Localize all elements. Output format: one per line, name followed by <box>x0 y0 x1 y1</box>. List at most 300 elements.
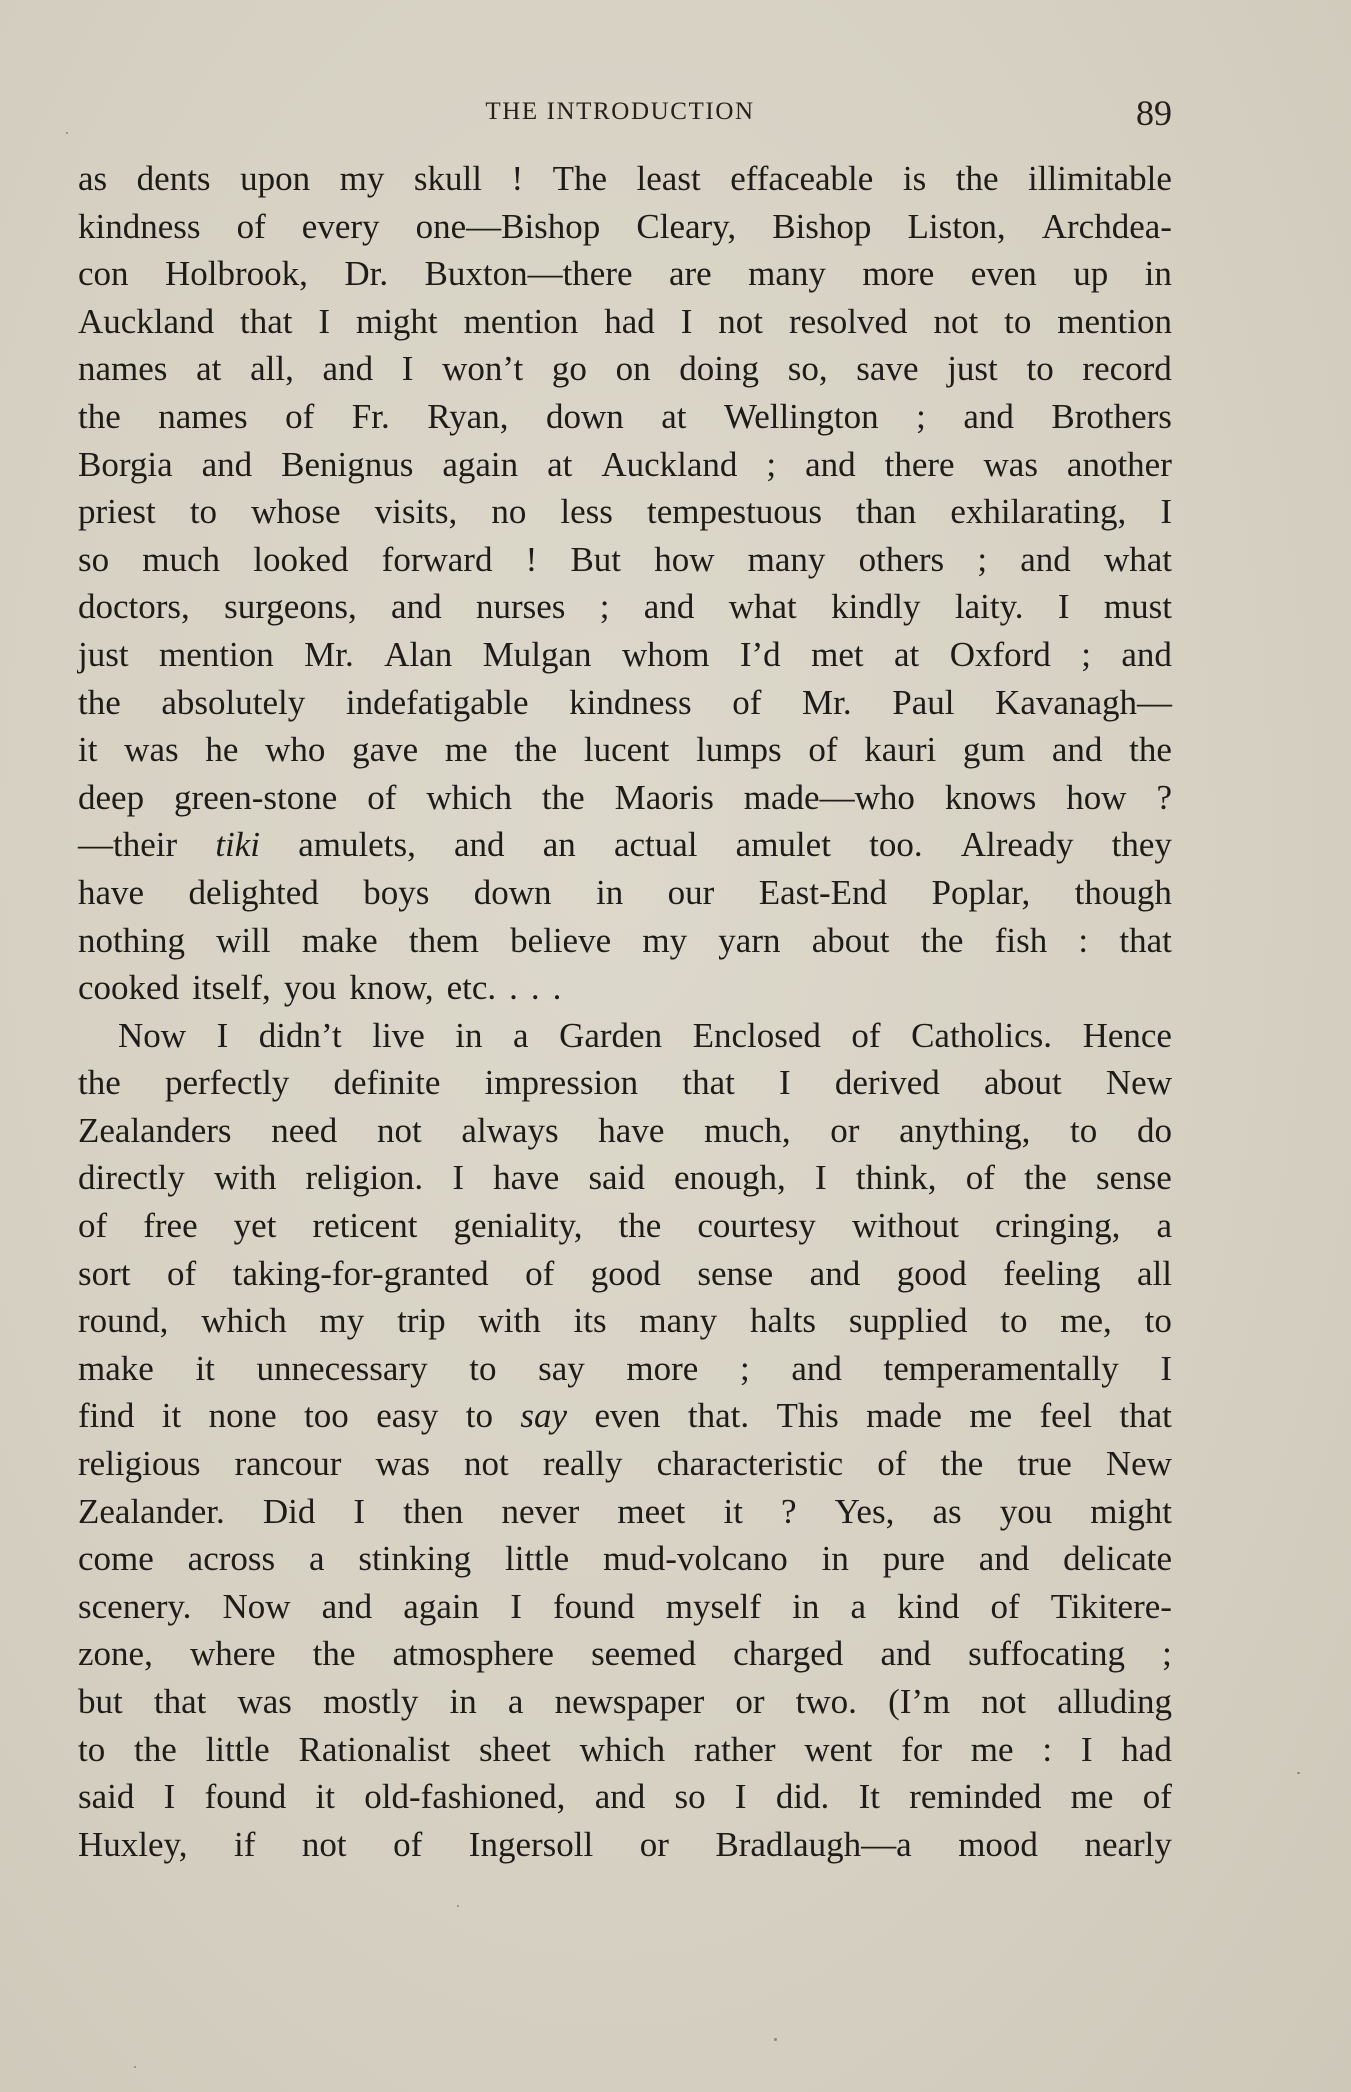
word: Enclosed <box>692 1015 821 1055</box>
text-line <box>78 1154 1172 1202</box>
word: or <box>830 1110 860 1150</box>
paper-speck <box>66 132 68 134</box>
word: Now <box>118 1015 187 1055</box>
word: I <box>1160 1348 1172 1388</box>
word: many <box>639 1301 718 1341</box>
word: not <box>376 1110 422 1150</box>
word: even <box>594 1396 661 1436</box>
word: and <box>454 825 505 865</box>
word: to <box>1070 1110 1098 1150</box>
text-line <box>78 1059 1172 1107</box>
word: a <box>850 1586 866 1626</box>
word: . <box>509 968 518 1008</box>
word: won’t <box>442 349 524 389</box>
word: my <box>642 920 688 960</box>
word: he <box>205 730 239 770</box>
word: kindly <box>831 587 921 627</box>
word: I <box>779 1063 791 1103</box>
word: more <box>626 1348 699 1388</box>
word: rancour <box>234 1444 342 1484</box>
word: Wellington <box>723 396 879 436</box>
word: and <box>594 1777 646 1817</box>
word: skull <box>413 159 482 198</box>
word: zone, <box>78 1634 153 1674</box>
word: to <box>1000 1301 1028 1341</box>
word: Bishop <box>772 206 872 246</box>
word: how <box>654 539 715 579</box>
word: Auckland <box>601 444 738 484</box>
word: yet <box>233 1206 277 1246</box>
word: much, <box>704 1110 791 1150</box>
word: Alan <box>384 634 453 674</box>
word: doing <box>679 349 760 389</box>
word: effaceable <box>730 159 874 198</box>
word: of <box>367 777 397 817</box>
word: went <box>804 1729 873 1769</box>
word: one—Bishop <box>415 206 601 246</box>
word: less <box>560 492 613 532</box>
word: the <box>955 159 999 198</box>
word: Archdea- <box>1041 206 1172 246</box>
word: so <box>78 539 110 579</box>
word: the <box>134 1729 177 1769</box>
word: say <box>520 1396 568 1436</box>
word: reminded <box>909 1777 1042 1817</box>
word: the <box>78 1063 121 1103</box>
word: ; <box>766 444 777 484</box>
word: Paul <box>892 682 955 722</box>
word: had <box>1121 1729 1172 1769</box>
word: that <box>240 301 293 341</box>
word: the <box>312 1634 356 1674</box>
word: kauri <box>864 730 937 770</box>
word: of <box>851 1015 881 1055</box>
text-line <box>78 345 1172 393</box>
word: sheet <box>478 1729 551 1769</box>
word: Borgia <box>78 444 173 484</box>
word: me <box>1070 1777 1114 1817</box>
word: —their <box>78 825 178 865</box>
word: old-fashioned, <box>364 1777 566 1817</box>
word: exhilarating, <box>950 492 1127 532</box>
word: mostly <box>323 1682 419 1721</box>
text-line <box>78 1107 1172 1155</box>
word: little <box>205 1729 270 1769</box>
word: even <box>970 254 1037 294</box>
word: of <box>965 1158 995 1198</box>
word: a <box>1156 1206 1172 1246</box>
word: Now <box>222 1586 291 1626</box>
word: but <box>78 1682 123 1721</box>
word: I <box>734 1777 747 1817</box>
word: what <box>1103 539 1172 579</box>
word: But <box>570 539 622 579</box>
word: to <box>469 1348 497 1388</box>
word: save <box>856 349 919 389</box>
word: said <box>78 1777 135 1817</box>
word: ; <box>739 1348 750 1388</box>
word: Poplar, <box>931 872 1031 912</box>
word: amulet <box>735 825 831 865</box>
word: Auckland <box>78 301 215 341</box>
word: live <box>372 1015 425 1055</box>
word: without <box>851 1206 959 1246</box>
word: of <box>525 1253 555 1293</box>
paper-speck <box>1297 1772 1300 1774</box>
word: that. <box>687 1396 750 1436</box>
word: Zealanders <box>78 1110 232 1150</box>
word: are <box>668 254 712 294</box>
word: Already <box>960 825 1074 865</box>
word: another <box>1066 444 1172 484</box>
text-line <box>78 393 1172 441</box>
word: nothing <box>78 920 185 960</box>
text-line <box>78 726 1172 774</box>
word: I <box>353 1491 366 1531</box>
word: I <box>163 1777 176 1817</box>
word: itself, <box>192 968 271 1008</box>
word: which <box>426 777 512 817</box>
word: cringing, <box>995 1206 1121 1246</box>
word: the <box>1129 730 1172 770</box>
word: easy <box>376 1396 439 1436</box>
word: kindness <box>78 206 201 246</box>
word: newspaper <box>554 1682 705 1721</box>
word: my <box>319 1301 365 1341</box>
word: of <box>990 1586 1020 1626</box>
word: which <box>579 1729 666 1769</box>
word: ; <box>916 396 926 436</box>
word: will <box>216 920 271 960</box>
word: Yes, <box>834 1491 895 1531</box>
word: mention <box>1057 301 1172 341</box>
word: must <box>1103 587 1172 627</box>
word: an <box>542 825 576 865</box>
word: of <box>78 1206 108 1246</box>
word: you <box>999 1491 1053 1531</box>
text-line <box>78 441 1172 489</box>
word: courtesy <box>697 1206 816 1246</box>
word: to <box>465 1396 494 1436</box>
word: of <box>732 682 762 722</box>
word: (I’m <box>888 1682 951 1721</box>
word: in <box>595 872 624 912</box>
word: was <box>375 1444 430 1484</box>
text-line <box>78 1678 1172 1726</box>
word: to <box>1026 349 1054 389</box>
word: more <box>862 254 935 294</box>
paper-speck <box>457 1905 459 1907</box>
word: have <box>78 872 145 912</box>
word: the <box>78 682 121 722</box>
word: think, <box>855 1158 937 1198</box>
word: me <box>970 1729 1014 1769</box>
word: etc. <box>446 968 497 1008</box>
word: green-stone <box>174 777 338 817</box>
word: ; <box>1162 1634 1172 1674</box>
word: Fr. <box>351 396 390 436</box>
word: I <box>216 1015 229 1055</box>
word: me <box>969 1396 1013 1436</box>
word: Maoris <box>614 777 714 817</box>
paper-speck <box>134 2066 136 2068</box>
text-line <box>78 964 1172 1012</box>
word: anything, <box>899 1110 1031 1150</box>
word: find <box>78 1396 135 1436</box>
word: seemed <box>591 1634 697 1674</box>
word: free <box>143 1206 198 1246</box>
word: and <box>201 444 253 484</box>
word: mood <box>958 1824 1038 1864</box>
word: characteristic <box>656 1444 844 1484</box>
word: lumps <box>696 730 782 770</box>
word: Brothers <box>1051 396 1172 436</box>
word: : <box>1078 920 1089 960</box>
word: deep <box>78 777 145 817</box>
word: come <box>78 1539 154 1579</box>
word: just <box>78 634 129 674</box>
word: good <box>590 1253 661 1293</box>
word: lucent <box>583 730 670 770</box>
text-line <box>78 250 1172 298</box>
word: the <box>940 1444 984 1484</box>
word: no <box>491 492 527 532</box>
word: halts <box>749 1301 817 1341</box>
word: and <box>1020 539 1071 579</box>
word: believe <box>510 920 612 960</box>
word: illimitable <box>1028 159 1172 198</box>
word: I <box>680 301 693 341</box>
word: and <box>805 444 856 484</box>
word: with <box>478 1301 541 1341</box>
word: supplied <box>848 1301 968 1341</box>
word: alluding <box>1057 1682 1172 1721</box>
word: impression <box>484 1063 639 1103</box>
word: feeling <box>1003 1253 1101 1293</box>
word: charged <box>733 1634 844 1674</box>
text-line <box>78 1773 1172 1821</box>
word: Cleary, <box>636 206 737 246</box>
word: it <box>161 1396 182 1436</box>
word: not <box>981 1682 1027 1721</box>
word: Ryan, <box>427 396 509 436</box>
text-line <box>78 155 1172 203</box>
word: though <box>1074 872 1172 912</box>
word: and <box>322 349 374 389</box>
text-line <box>78 536 1172 584</box>
word: our <box>667 872 715 912</box>
word: too. <box>869 825 923 865</box>
word: Catholics. <box>911 1015 1053 1055</box>
text-line <box>78 1345 1172 1393</box>
word: delighted <box>188 872 319 912</box>
word: New <box>1105 1063 1172 1103</box>
word: religious <box>78 1444 201 1484</box>
word: was <box>124 730 179 770</box>
word: always <box>461 1110 559 1150</box>
word: I’d <box>739 634 781 674</box>
word: perfectly <box>164 1063 290 1103</box>
word: not <box>718 301 764 341</box>
word: forward <box>381 539 493 579</box>
word: it <box>723 1491 743 1531</box>
word: Ingersoll <box>468 1824 594 1864</box>
word: Dr. <box>344 254 389 294</box>
word: Did <box>262 1491 316 1531</box>
word: to <box>189 492 218 532</box>
word: or <box>735 1682 765 1721</box>
word: made <box>866 1396 942 1436</box>
word: Oxford <box>949 634 1051 674</box>
word: all <box>1137 1253 1172 1293</box>
word: of <box>1142 1777 1172 1817</box>
word: as <box>932 1491 962 1531</box>
word: to <box>78 1729 106 1769</box>
word: This <box>776 1396 839 1436</box>
word: and <box>809 1253 861 1293</box>
running-head <box>80 92 1172 132</box>
word: again <box>442 444 519 484</box>
word: at <box>547 444 573 484</box>
word: Liston, <box>907 206 1006 246</box>
word: Tikitere- <box>1050 1586 1172 1626</box>
word: rather <box>693 1729 776 1769</box>
word: kind <box>897 1586 960 1626</box>
word: two. <box>795 1682 857 1721</box>
word: and <box>791 1348 842 1388</box>
word: about <box>811 920 890 960</box>
word: trip <box>397 1301 446 1341</box>
text-line <box>78 298 1172 346</box>
word: indefatigable <box>345 682 529 722</box>
word: mention <box>463 301 579 341</box>
word: nearly <box>1084 1824 1172 1864</box>
word: others <box>858 539 945 579</box>
word: for <box>901 1729 942 1769</box>
text-line <box>78 774 1172 822</box>
word: and <box>1121 634 1172 674</box>
word: said <box>588 1158 645 1198</box>
word: too <box>304 1396 349 1436</box>
word: which <box>201 1301 287 1341</box>
word: make <box>78 1348 154 1388</box>
word: every <box>301 206 380 246</box>
word: did. <box>775 1777 830 1817</box>
word: just <box>947 349 998 389</box>
word: they <box>1111 825 1172 865</box>
word: New <box>1105 1444 1172 1484</box>
word: sense <box>1096 1158 1172 1198</box>
word: whose <box>251 492 341 532</box>
word: gum <box>962 730 1026 770</box>
word: so, <box>787 349 828 389</box>
word: visits, <box>374 492 458 532</box>
word: go <box>551 349 587 389</box>
word: me, <box>1060 1301 1112 1341</box>
word: round, <box>78 1301 169 1341</box>
word: gave <box>352 730 419 770</box>
word: ; <box>1081 634 1091 674</box>
word: East-End <box>758 872 888 912</box>
word: have <box>598 1110 665 1150</box>
word: ! <box>511 159 524 198</box>
word: and <box>1051 730 1103 770</box>
word: doctors, <box>78 587 190 627</box>
word: not <box>301 1824 347 1864</box>
word: the <box>78 396 121 436</box>
word: not <box>464 1444 509 1484</box>
word: is <box>902 159 927 198</box>
word: didn’t <box>258 1015 342 1055</box>
word: found <box>552 1586 635 1626</box>
word: I <box>452 1158 464 1198</box>
word: mention <box>159 634 274 674</box>
word: Mulgan <box>482 634 592 674</box>
word: nurses <box>475 587 566 627</box>
word: myself <box>665 1586 761 1626</box>
paper-speck <box>774 2038 777 2041</box>
text-line <box>78 1726 1172 1774</box>
word: whom <box>621 634 710 674</box>
word: boys <box>363 872 430 912</box>
word: unnecessary <box>256 1348 428 1388</box>
word: I <box>401 349 414 389</box>
word: I <box>1160 492 1172 532</box>
word: Garden <box>559 1015 663 1055</box>
word: and <box>321 1586 373 1626</box>
word: of <box>167 1253 197 1293</box>
word: ; <box>977 539 988 579</box>
text-line <box>78 1392 1172 1440</box>
word: that <box>682 1063 735 1103</box>
word: a <box>308 1539 325 1579</box>
word: good <box>896 1253 967 1293</box>
word: dents <box>136 159 211 198</box>
word: Mr. <box>802 682 852 722</box>
word: true <box>1017 1444 1072 1484</box>
word: of <box>285 396 315 436</box>
word: it <box>315 1777 335 1817</box>
word: I <box>815 1158 827 1198</box>
text-line <box>78 203 1172 251</box>
word: surgeons, <box>224 587 357 627</box>
word: derived <box>834 1063 940 1103</box>
text-line <box>78 1535 1172 1583</box>
word: Mr. <box>304 634 354 674</box>
word: little <box>505 1539 570 1579</box>
text-line <box>78 1297 1172 1345</box>
word: feel <box>1039 1396 1092 1436</box>
word: pure <box>882 1539 945 1579</box>
word: of <box>236 206 266 246</box>
text-line <box>78 1821 1172 1869</box>
text-line <box>78 488 1172 536</box>
word: laity. <box>954 587 1024 627</box>
word: Zealander. <box>78 1491 225 1531</box>
word: yarn <box>718 920 781 960</box>
word: Bradlaugh—a <box>715 1824 912 1864</box>
word: atmosphere <box>392 1634 554 1674</box>
word: me <box>444 730 488 770</box>
word: sort <box>78 1253 131 1293</box>
word: many <box>748 254 826 294</box>
word: priest <box>78 492 156 532</box>
word: you <box>283 968 337 1008</box>
word: how <box>1066 777 1127 817</box>
word: down <box>545 396 624 436</box>
text-line <box>78 869 1172 917</box>
word: the <box>541 777 585 817</box>
